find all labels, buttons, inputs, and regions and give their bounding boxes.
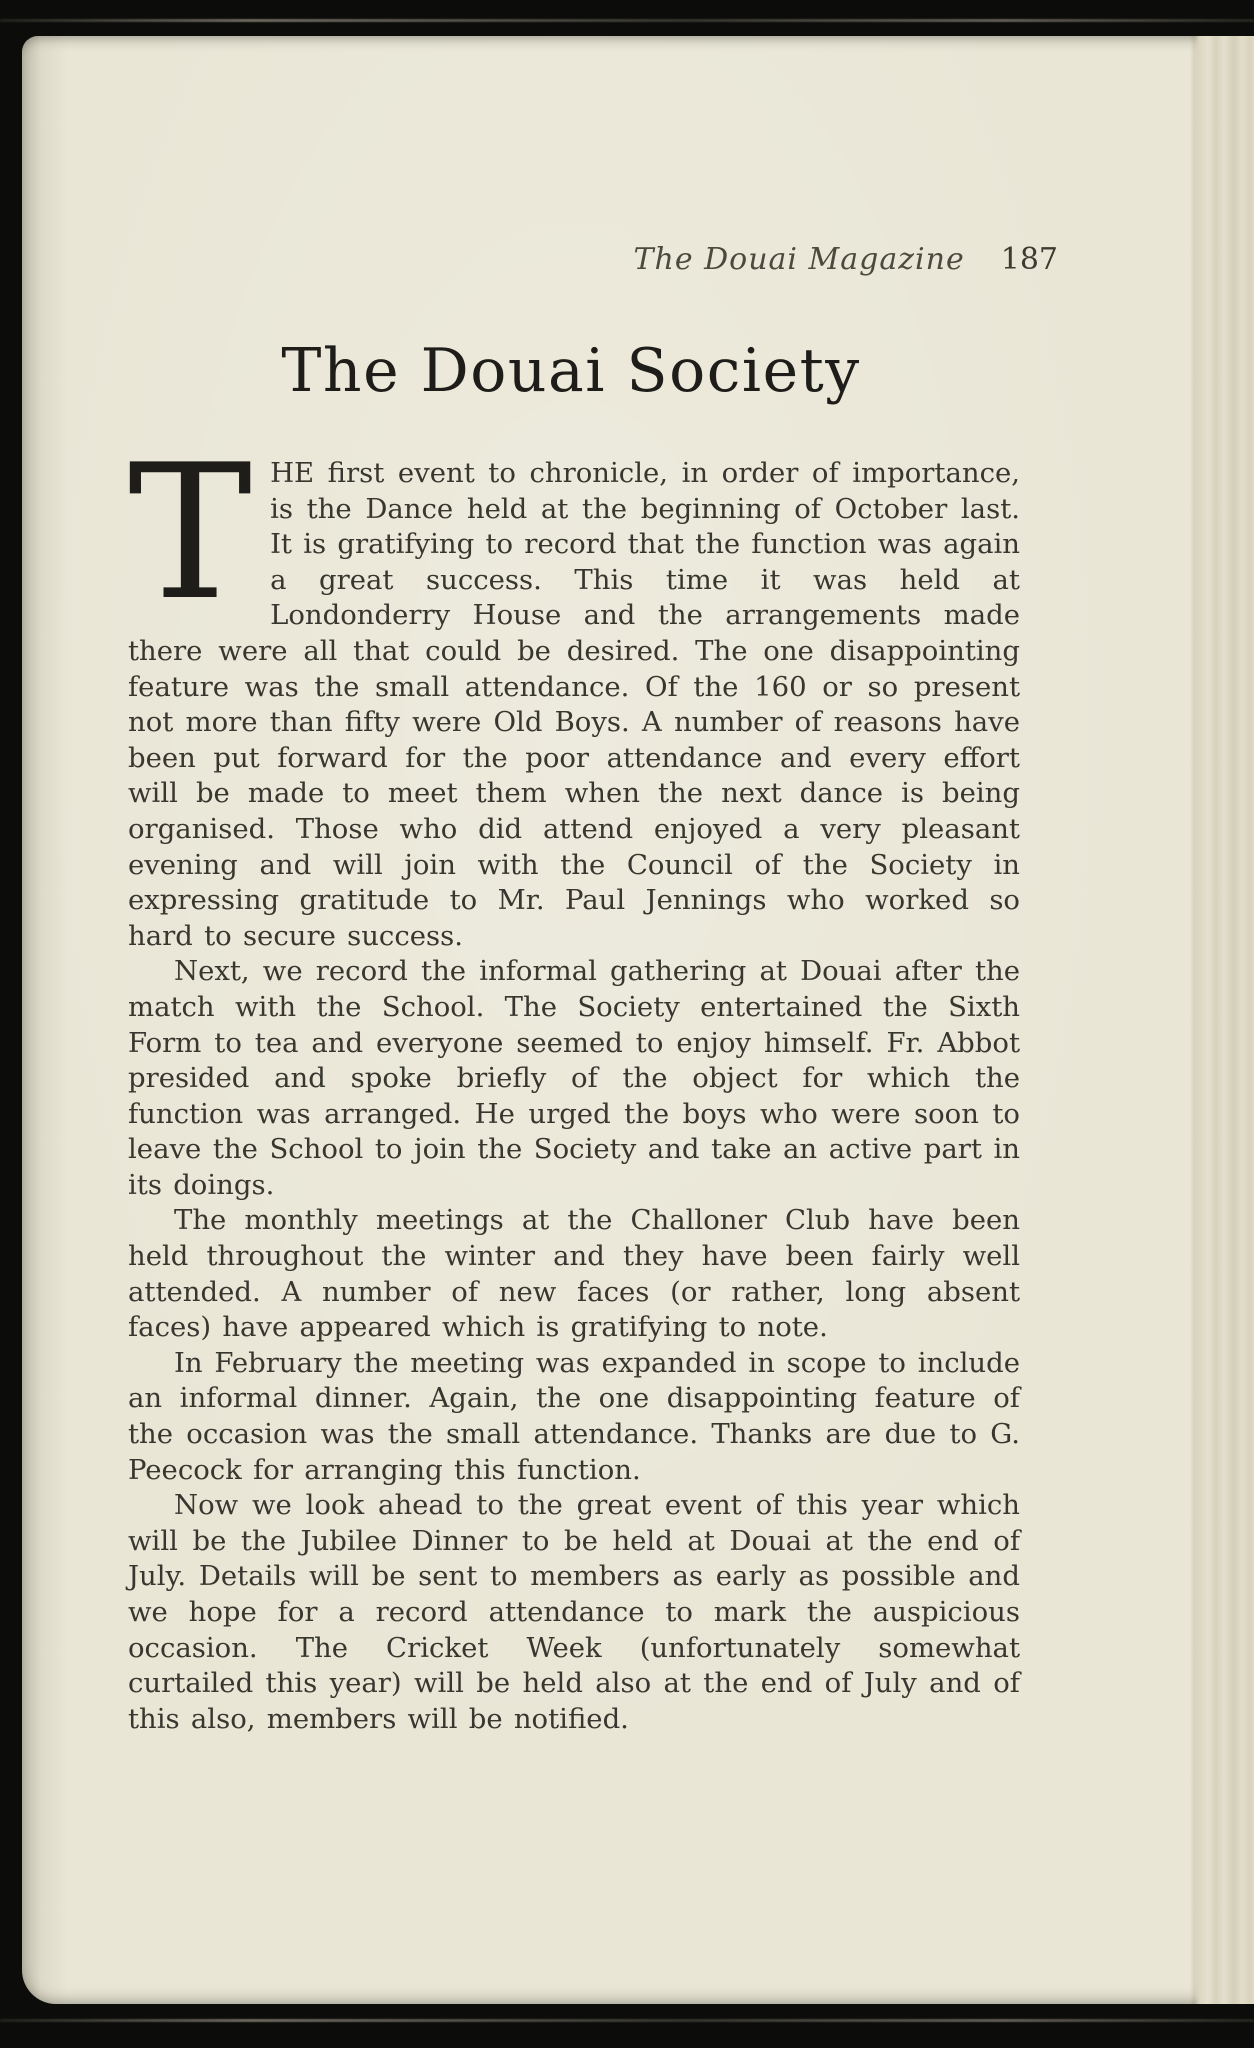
- magazine-page: [22, 36, 1254, 2004]
- page-edge-stack: [1190, 36, 1254, 2004]
- paragraph-1-text: HE first event to chronicle, in order of importance, is the Dance held at the beginning of October last. It is gratifying to record that the function was again a great success. This time it was held at Londonderry House and the arrangements made there were all that could be desired. The one disappointing feature was the small attendance. Of the 160 or so present not more than fifty were Old Boys. A number of reasons have been put forward for the poor attendance and every effort will be made to meet them when the next dance is being organised. Those who did attend enjoyed a very pleasant evening and will join with the Council of the Society in expressing gratitude to Mr. Paul Jennings who worked so hard to secure success.: [128, 457, 1020, 952]
- article-body: [128, 424, 1020, 1737]
- paragraph-5: Now we look ahead to the great event of this year which will be the Jubilee Dinner to be held at Douai at the end of July. Details will be sent to members as early as possible and we hope for a record attendance to mark the auspicious occasion. The Cricket Week (unfortunately somewhat curtailed this year) will be held also at the end of July and of this also, members will be notified.: [128, 1489, 1020, 1735]
- drop-cap: T: [128, 424, 253, 641]
- running-head-title: The Douai Magazine: [633, 242, 965, 277]
- cover-highlight-bottom: [0, 2019, 1254, 2022]
- gutter-shadow: [22, 36, 68, 2004]
- running-head: [633, 242, 1058, 277]
- paragraph-4: In February the meeting was expanded in scope to include an informal dinner. Again, the one disappointing feature of the occasion was the small attendance. Thanks are due to G. Peecock for arranging this function.: [128, 1346, 1020, 1486]
- paragraph-1: [128, 424, 1020, 954]
- paragraph-2: Next, we record the informal gathering at Douai after the match with the School. The Society entertained the Sixth Form to tea and everyone seemed to enjoy himself. Fr. Abbot presided and spoke briefly of the object for which the function was arranged. He urged the boys who were soon to leave the School to join the Society and take an active part in its doings.: [128, 955, 1020, 1201]
- page-number: 187: [1000, 242, 1058, 277]
- cover-highlight-top: [0, 19, 1254, 22]
- article-title: The Douai Society: [281, 336, 861, 406]
- paragraph-3: The monthly meetings at the Challoner Club have been held throughout the winter and they have been fairly well attended. A number of new faces (or rather, long absent faces) have appeared which is gratifying to note.: [128, 1204, 1020, 1344]
